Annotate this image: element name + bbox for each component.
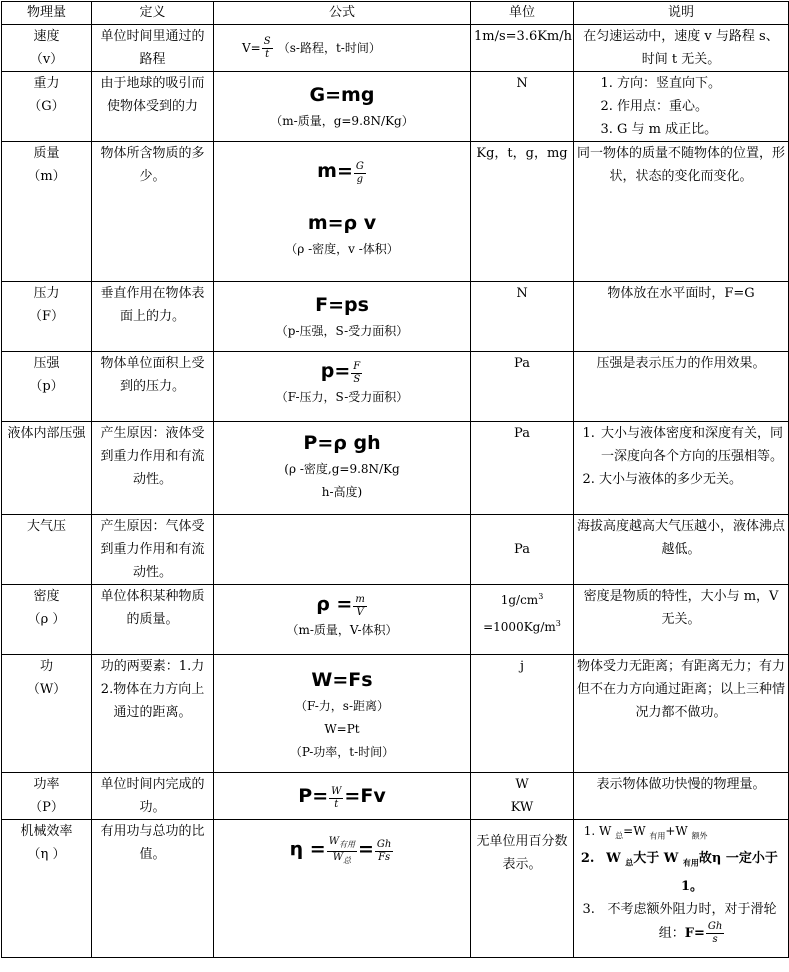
unit-cell: Pa <box>471 422 574 515</box>
notes-cell: 物体放在水平面时，F=G <box>574 282 789 352</box>
quantity-cell <box>2 773 92 820</box>
formula-cell <box>214 585 471 655</box>
note-item: 3. 不考虑额外阻力时，对于滑轮组：F= $\frac{Gh}{s}$ <box>599 898 785 946</box>
note-item: 1. W $_总$=W $_{有用}$+W $_{额外}$ <box>599 820 785 847</box>
definition-cell: 单位体积某种物质的质量。 <box>92 585 214 655</box>
notes-cell <box>574 72 789 142</box>
fraction-numerator: W <box>328 836 339 847</box>
fraction-numerator: W <box>331 786 342 797</box>
notes-cell: 物体受力无距离；有距离无力；有力但不在力方向通过距离；以上三种情况力都不做功。 <box>574 655 789 773</box>
notes-cell: 在匀速运动中，速度 v 与路程 s、时间 t 无关。 <box>574 25 789 72</box>
formula-fraction <box>262 36 273 61</box>
fraction-numerator: Gh <box>376 839 392 850</box>
unit-cell: 无单位用百分数表示。 <box>471 820 574 958</box>
definition-cell: 单位时间内完成的功。 <box>92 773 214 820</box>
header-definition: 定义 <box>92 2 214 25</box>
formula-fraction <box>351 361 362 386</box>
row-work <box>2 655 789 773</box>
unit-line: $1g/cm^3$ <box>500 592 544 607</box>
quantity-name: 功率 <box>33 777 60 792</box>
formula-main <box>217 356 467 386</box>
definition-cell: 有用功与总功的比值。 <box>92 820 214 958</box>
row-gravity <box>2 72 789 142</box>
quantity-symbol: （P） <box>29 800 64 815</box>
formula-main: F=ps <box>315 294 369 316</box>
unit-cell <box>471 773 574 820</box>
fraction-numerator: F <box>353 361 361 372</box>
notes-cell: 海拔高度越高大气压越小，液体沸点越低。 <box>574 515 789 585</box>
formula-main: W=Fs <box>311 669 373 691</box>
quantity-cell: 大气压 <box>2 515 92 585</box>
row-density <box>2 585 789 655</box>
quantity-name: 速度 <box>33 29 60 44</box>
quantity-symbol: （p） <box>29 379 64 394</box>
quantity-name: 压强 <box>33 356 60 371</box>
definition-cell: 物体单位面积上受到的压力。 <box>92 352 214 422</box>
notes-cell: 压强是表示压力的作用效果。 <box>574 352 789 422</box>
quantity-name: 机械效率 <box>20 824 73 839</box>
formula-cell <box>214 773 471 820</box>
notes-cell: 同一物体的质量不随物体的位置，形状，状态的变化而变化。 <box>574 142 789 282</box>
definition-cell: 物体所含物质的多少。 <box>92 142 214 282</box>
formula-note: （ρ -密度，v -体积） <box>285 242 399 256</box>
fraction-numerator: G <box>355 161 364 172</box>
row-power <box>2 773 789 820</box>
quantity-cell <box>2 72 92 142</box>
quantity-name: 质量 <box>33 146 60 161</box>
formula-note: （P-功率，t-时间） <box>289 745 395 759</box>
formula-note: （F-力，s-距离） <box>294 699 390 713</box>
formula-secondary: m=ρ v <box>307 212 377 234</box>
formula-prefix: ρ = <box>316 593 353 615</box>
formula-cell <box>214 422 471 515</box>
quantity-name: 密度 <box>33 589 60 604</box>
definition-cell: 由于地球的吸引而使物体受到的力 <box>92 72 214 142</box>
definition-cell: 产生原因：气体受到重力作用和有流动性。 <box>92 515 214 585</box>
formula-fraction <box>353 594 366 619</box>
quantity-symbol: （G） <box>28 99 65 114</box>
notes-list <box>577 422 785 491</box>
unit-cell: N <box>471 282 574 352</box>
formula-main <box>217 589 467 619</box>
definition-cell: 单位时间里通过的路程 <box>92 25 214 72</box>
row-pressure <box>2 352 789 422</box>
formula-fraction <box>329 786 343 811</box>
quantity-cell <box>2 142 92 282</box>
quantity-symbol: （m） <box>27 169 66 184</box>
notes-cell: 表示物体做功快慢的物理量。 <box>574 773 789 820</box>
header-notes: 说明 <box>574 2 789 25</box>
formula-equals: = <box>357 838 374 860</box>
formula-cell <box>214 72 471 142</box>
note-item: 2. 大小与液体的多少无关。 <box>599 468 785 491</box>
definition-cell: 垂直作用在物体表面上的力。 <box>92 282 214 352</box>
unit-cell: Pa <box>471 515 574 585</box>
unit-cell: j <box>471 655 574 773</box>
notes-cell <box>574 422 789 515</box>
quantity-symbol: （v） <box>29 52 64 67</box>
formula-note: （F-压力，S-受力面积） <box>275 390 409 404</box>
formula-main: G=mg <box>309 84 375 106</box>
row-efficiency <box>2 820 789 958</box>
unit-cell: N <box>471 72 574 142</box>
fraction-denominator: t <box>334 799 339 810</box>
formula-fraction <box>354 161 366 186</box>
fraction-denominator: S <box>353 374 361 385</box>
note-item: 2. W $_总$大于 W $_{有用}$故η 一定小于 1。 <box>599 847 785 898</box>
unit-line: KW <box>510 800 534 815</box>
formula-main <box>217 156 467 186</box>
quantity-cell: 液体内部压强 <box>2 422 92 515</box>
quantity-symbol: （ρ ） <box>27 612 66 627</box>
formula-secondary: W=Pt <box>324 722 360 736</box>
formula-cell <box>214 820 471 958</box>
formula-note: （m-质量，V-体积） <box>286 623 398 637</box>
fraction-numerator: m <box>355 594 365 605</box>
row-pressure-force <box>2 282 789 352</box>
formula-main: P=ρ gh <box>303 432 381 454</box>
quantity-cell <box>2 655 92 773</box>
fraction-denominator: Fs <box>378 852 391 863</box>
fraction-denominator: g <box>356 174 364 185</box>
unit-cell: Pa <box>471 352 574 422</box>
formula-note: (ρ -密度,g=9.8N/Kg <box>284 462 400 476</box>
formula-prefix: η = <box>289 838 326 860</box>
quantity-cell <box>2 820 92 958</box>
formula-note: h-高度) <box>321 485 363 499</box>
fraction-denominator: W <box>332 852 343 863</box>
notes-list <box>577 72 785 141</box>
unit-cell <box>471 585 574 655</box>
definition-line: 2.物体在力方向上通过的距离。 <box>100 682 205 720</box>
quantity-cell <box>2 585 92 655</box>
row-mass <box>2 142 789 282</box>
unit-line: W <box>515 777 529 792</box>
formula-prefix: p= <box>320 360 351 382</box>
formula-cell <box>214 25 471 72</box>
formula-cell <box>214 282 471 352</box>
formula-cell <box>214 655 471 773</box>
formula-prefix: V= <box>242 40 261 55</box>
formula-fraction: $\frac{Gh}{s}$ <box>707 920 723 945</box>
quantity-cell <box>2 25 92 72</box>
definition-line: 功的两要素：1.力 <box>100 659 205 674</box>
quantity-cell <box>2 282 92 352</box>
formula-note: （s-路程，t-时间） <box>277 40 381 55</box>
note-item: 2. 作用点：重心。 <box>617 95 785 118</box>
header-formula: 公式 <box>214 2 471 25</box>
physics-table <box>1 1 789 958</box>
fraction-denominator: V <box>356 607 364 618</box>
unit-cell: Kg，t，g，mg <box>471 142 574 282</box>
notes-list <box>577 820 785 946</box>
formula-cell <box>214 515 471 585</box>
quantity-cell <box>2 352 92 422</box>
row-liquid-pressure <box>2 422 789 515</box>
definition-cell <box>92 655 214 773</box>
formula-cell <box>214 352 471 422</box>
row-atmospheric-pressure <box>2 515 789 585</box>
unit-cell: 1m/s=3.6Km/h <box>471 25 574 72</box>
note-item: 1. 大小与液体密度和深度有关，同一深度向各个方向的压强相等。 <box>599 422 785 468</box>
fraction-denominator: t <box>265 48 270 60</box>
formula-note: （p-压强，S-受力面积） <box>275 324 409 338</box>
header-quantity: 物理量 <box>2 2 92 25</box>
formula-fraction: $\frac{W_{有用}}{W_总}$ <box>328 836 355 865</box>
notes-cell: 密度是物质的特性，大小与 m，V 无关。 <box>574 585 789 655</box>
note-item: 3. G 与 m 成正比。 <box>617 118 785 141</box>
notes-cell <box>574 820 789 958</box>
formula-fraction <box>375 839 393 864</box>
header-unit: 单位 <box>471 2 574 25</box>
quantity-name: 压力 <box>33 286 60 301</box>
formula-suffix: =Fv <box>344 785 386 807</box>
quantity-symbol: （W） <box>26 682 67 697</box>
quantity-name: 功 <box>39 659 53 674</box>
formula-note: （m-质量，g=9.8N/Kg） <box>270 114 414 128</box>
formula-prefix: P= <box>298 785 329 807</box>
fraction-numerator: S <box>263 35 271 47</box>
definition-cell: 产生原因：液体受到重力作用和有流动性。 <box>92 422 214 515</box>
quantity-symbol: （η ） <box>27 847 66 862</box>
quantity-symbol: （F） <box>28 309 65 324</box>
header-row <box>2 2 789 25</box>
formula-prefix: m= <box>317 160 353 182</box>
formula-cell <box>214 142 471 282</box>
row-speed <box>2 25 789 72</box>
quantity-name: 重力 <box>33 76 60 91</box>
note-item: 1. 方向：竖直向下。 <box>617 72 785 95</box>
unit-line: $=1000Kg/m^3$ <box>483 619 561 634</box>
